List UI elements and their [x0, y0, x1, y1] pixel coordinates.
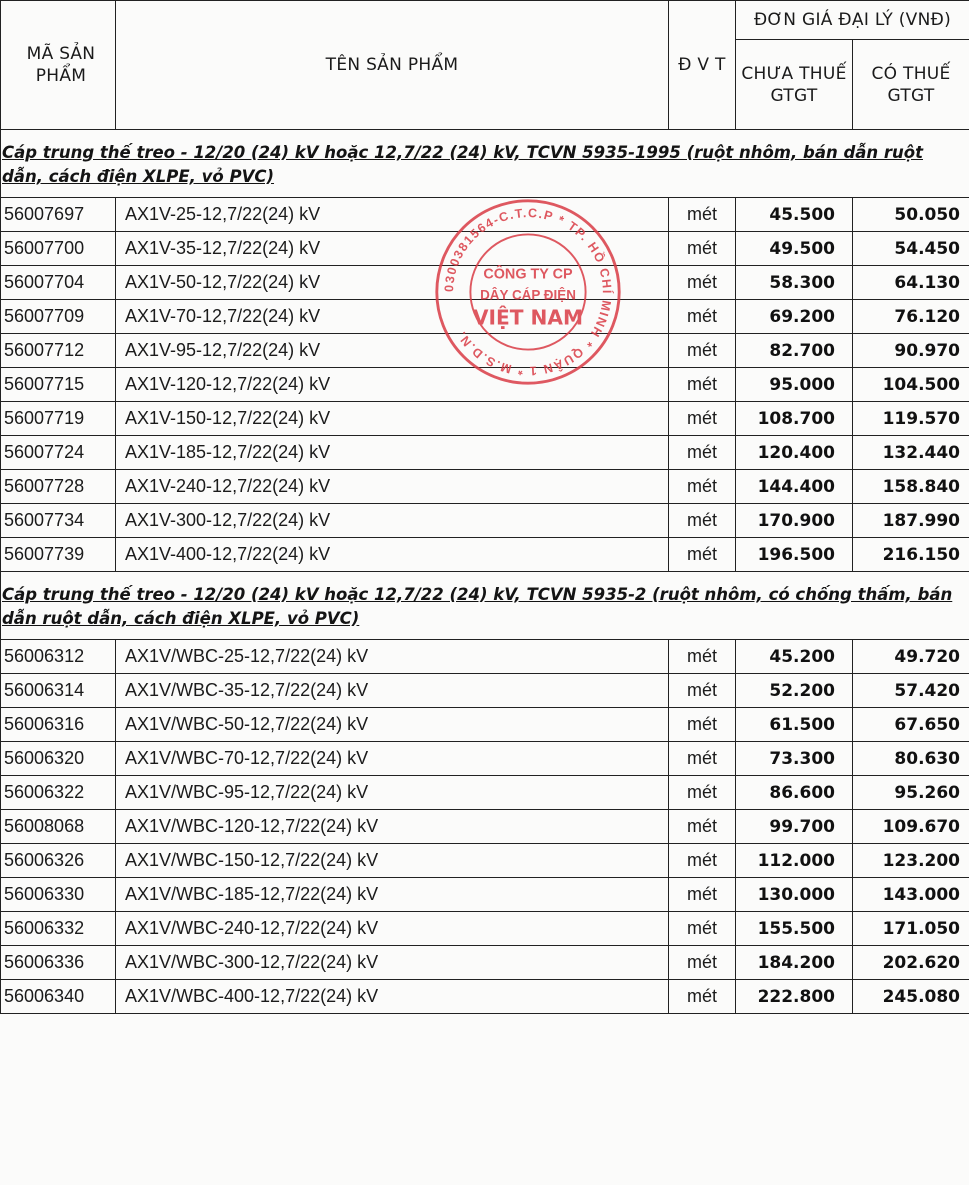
header-product-name: TÊN SẢN PHẨM [116, 1, 669, 130]
product-code-cell: 56007712 [1, 334, 116, 368]
unit-cell: mét [669, 470, 736, 504]
price-excl-vat-cell: 45.500 [736, 198, 853, 232]
table-row [1, 674, 969, 708]
product-code-cell: 56006330 [1, 878, 116, 912]
product-name-cell: AX1V-35-12,7/22(24) kV [116, 232, 669, 266]
price-incl-vat-cell: 158.840 [853, 470, 969, 504]
price-excl-vat-cell: 120.400 [736, 436, 853, 470]
product-name-cell: AX1V-150-12,7/22(24) kV [116, 402, 669, 436]
product-name-cell: AX1V/WBC-35-12,7/22(24) kV [116, 674, 669, 708]
price-incl-vat-cell: 49.720 [853, 640, 969, 674]
table-row [1, 776, 969, 810]
header-product-code: MÃ SẢN PHẨM [1, 1, 116, 130]
price-excl-vat-cell: 144.400 [736, 470, 853, 504]
price-excl-vat-cell: 49.500 [736, 232, 853, 266]
unit-cell: mét [669, 334, 736, 368]
svg-text:VIỆT NAM: VIỆT NAM [472, 305, 584, 330]
unit-cell: mét [669, 300, 736, 334]
product-code-cell: 56007704 [1, 266, 116, 300]
product-name-cell: AX1V-300-12,7/22(24) kV [116, 504, 669, 538]
header-dealer-price: ĐƠN GIÁ ĐẠI LÝ (VNĐ) [736, 1, 969, 40]
product-code-cell: 56006332 [1, 912, 116, 946]
svg-text:DÂY CÁP ĐIỆN: DÂY CÁP ĐIỆN [480, 287, 576, 303]
company-seal-stamp [432, 196, 624, 388]
price-incl-vat-cell: 57.420 [853, 674, 969, 708]
product-code-cell: 56006336 [1, 946, 116, 980]
price-incl-vat-cell: 50.050 [853, 198, 969, 232]
price-incl-vat-cell: 90.970 [853, 334, 969, 368]
price-excl-vat-cell: 170.900 [736, 504, 853, 538]
product-code-cell: 56006340 [1, 980, 116, 1014]
price-incl-vat-cell: 171.050 [853, 912, 969, 946]
product-name-cell: AX1V-25-12,7/22(24) kV [116, 198, 669, 232]
unit-cell: mét [669, 402, 736, 436]
product-code-cell: 56006314 [1, 674, 116, 708]
product-name-cell: AX1V/WBC-400-12,7/22(24) kV [116, 980, 669, 1014]
unit-cell: mét [669, 436, 736, 470]
product-code-cell: 56007709 [1, 300, 116, 334]
price-incl-vat-cell: 95.260 [853, 776, 969, 810]
price-incl-vat-cell: 123.200 [853, 844, 969, 878]
product-code-cell: 56006312 [1, 640, 116, 674]
product-name-cell: AX1V-95-12,7/22(24) kV [116, 334, 669, 368]
product-name-cell: AX1V/WBC-70-12,7/22(24) kV [116, 742, 669, 776]
table-row [1, 708, 969, 742]
price-excl-vat-cell: 95.000 [736, 368, 853, 402]
price-excl-vat-cell: 61.500 [736, 708, 853, 742]
price-incl-vat-cell: 187.990 [853, 504, 969, 538]
section-heading-row [1, 572, 969, 640]
price-incl-vat-cell: 80.630 [853, 742, 969, 776]
product-code-cell: 56006320 [1, 742, 116, 776]
table-row [1, 538, 969, 572]
svg-text:0300381564-C.T.C.P * TP. HỒ CH: 0300381564-C.T.C.P * TP. HỒ CHÍ MINH * QUẬN 1 * M.S.D.N. [442, 205, 614, 378]
table-row [1, 810, 969, 844]
unit-cell: mét [669, 878, 736, 912]
price-incl-vat-cell: 54.450 [853, 232, 969, 266]
price-excl-vat-cell: 99.700 [736, 810, 853, 844]
product-name-cell: AX1V-70-12,7/22(24) kV [116, 300, 669, 334]
product-name-cell: AX1V/WBC-50-12,7/22(24) kV [116, 708, 669, 742]
table-row [1, 742, 969, 776]
unit-cell: mét [669, 198, 736, 232]
product-name-cell: AX1V-400-12,7/22(24) kV [116, 538, 669, 572]
unit-cell: mét [669, 844, 736, 878]
product-code-cell: 56007734 [1, 504, 116, 538]
price-excl-vat-cell: 155.500 [736, 912, 853, 946]
product-code-cell: 56007739 [1, 538, 116, 572]
price-incl-vat-cell: 245.080 [853, 980, 969, 1014]
product-name-cell: AX1V-120-12,7/22(24) kV [116, 368, 669, 402]
price-incl-vat-cell: 132.440 [853, 436, 969, 470]
section-title: Cáp trung thế treo - 12/20 (24) kV hoặc 12,7/22 (24) kV, TCVN 5935-1995 (ruột nhôm, bán dẫn ruột dẫn, cách điện XLPE, vỏ PVC) [1, 130, 969, 198]
product-name-cell: AX1V-50-12,7/22(24) kV [116, 266, 669, 300]
unit-cell: mét [669, 946, 736, 980]
table-row [1, 980, 969, 1014]
price-excl-vat-cell: 82.700 [736, 334, 853, 368]
product-code-cell: 56007715 [1, 368, 116, 402]
price-excl-vat-cell: 86.600 [736, 776, 853, 810]
product-name-cell: AX1V/WBC-185-12,7/22(24) kV [116, 878, 669, 912]
table-header [1, 1, 969, 130]
price-incl-vat-cell: 76.120 [853, 300, 969, 334]
product-code-cell: 56006326 [1, 844, 116, 878]
price-excl-vat-cell: 108.700 [736, 402, 853, 436]
unit-cell: mét [669, 708, 736, 742]
unit-cell: mét [669, 742, 736, 776]
price-incl-vat-cell: 64.130 [853, 266, 969, 300]
price-incl-vat-cell: 109.670 [853, 810, 969, 844]
unit-cell: mét [669, 776, 736, 810]
table-row [1, 402, 969, 436]
price-excl-vat-cell: 112.000 [736, 844, 853, 878]
table-row [1, 878, 969, 912]
price-excl-vat-cell: 45.200 [736, 640, 853, 674]
table-row [1, 946, 969, 980]
price-incl-vat-cell: 104.500 [853, 368, 969, 402]
product-code-cell: 56007697 [1, 198, 116, 232]
price-incl-vat-cell: 67.650 [853, 708, 969, 742]
table-row [1, 912, 969, 946]
product-name-cell: AX1V/WBC-25-12,7/22(24) kV [116, 640, 669, 674]
unit-cell: mét [669, 912, 736, 946]
product-code-cell: 56007700 [1, 232, 116, 266]
table-row [1, 504, 969, 538]
product-code-cell: 56006316 [1, 708, 116, 742]
unit-cell: mét [669, 674, 736, 708]
unit-cell: mét [669, 640, 736, 674]
product-name-cell: AX1V/WBC-240-12,7/22(24) kV [116, 912, 669, 946]
unit-cell: mét [669, 980, 736, 1014]
svg-text:CÔNG TY CP: CÔNG TY CP [483, 266, 573, 283]
table-row [1, 844, 969, 878]
header-price-incl-vat: CÓ THUẾ GTGT [853, 40, 969, 130]
price-excl-vat-cell: 58.300 [736, 266, 853, 300]
product-code-cell: 56007728 [1, 470, 116, 504]
product-code-cell: 56008068 [1, 810, 116, 844]
unit-cell: mét [669, 368, 736, 402]
price-excl-vat-cell: 73.300 [736, 742, 853, 776]
header-unit: Đ V T [669, 1, 736, 130]
section-title: Cáp trung thế treo - 12/20 (24) kV hoặc 12,7/22 (24) kV, TCVN 5935-2 (ruột nhôm, có chống thấm, bán dẫn ruột dẫn, cách điện XLPE, vỏ PVC) [1, 572, 969, 640]
product-name-cell: AX1V-240-12,7/22(24) kV [116, 470, 669, 504]
product-code-cell: 56007719 [1, 402, 116, 436]
product-name-cell: AX1V/WBC-120-12,7/22(24) kV [116, 810, 669, 844]
product-code-cell: 56007724 [1, 436, 116, 470]
price-incl-vat-cell: 216.150 [853, 538, 969, 572]
product-name-cell: AX1V/WBC-300-12,7/22(24) kV [116, 946, 669, 980]
product-code-cell: 56006322 [1, 776, 116, 810]
price-excl-vat-cell: 196.500 [736, 538, 853, 572]
price-excl-vat-cell: 184.200 [736, 946, 853, 980]
price-excl-vat-cell: 69.200 [736, 300, 853, 334]
table-row [1, 640, 969, 674]
price-incl-vat-cell: 143.000 [853, 878, 969, 912]
product-name-cell: AX1V/WBC-150-12,7/22(24) kV [116, 844, 669, 878]
price-excl-vat-cell: 130.000 [736, 878, 853, 912]
product-name-cell: AX1V-185-12,7/22(24) kV [116, 436, 669, 470]
unit-cell: mét [669, 232, 736, 266]
unit-cell: mét [669, 538, 736, 572]
header-price-excl-vat: CHƯA THUẾ GTGT [736, 40, 853, 130]
table-row [1, 470, 969, 504]
price-excl-vat-cell: 52.200 [736, 674, 853, 708]
unit-cell: mét [669, 504, 736, 538]
unit-cell: mét [669, 266, 736, 300]
price-incl-vat-cell: 202.620 [853, 946, 969, 980]
table-row [1, 436, 969, 470]
unit-cell: mét [669, 810, 736, 844]
price-incl-vat-cell: 119.570 [853, 402, 969, 436]
section-heading-row [1, 130, 969, 198]
price-excl-vat-cell: 222.800 [736, 980, 853, 1014]
product-name-cell: AX1V/WBC-95-12,7/22(24) kV [116, 776, 669, 810]
